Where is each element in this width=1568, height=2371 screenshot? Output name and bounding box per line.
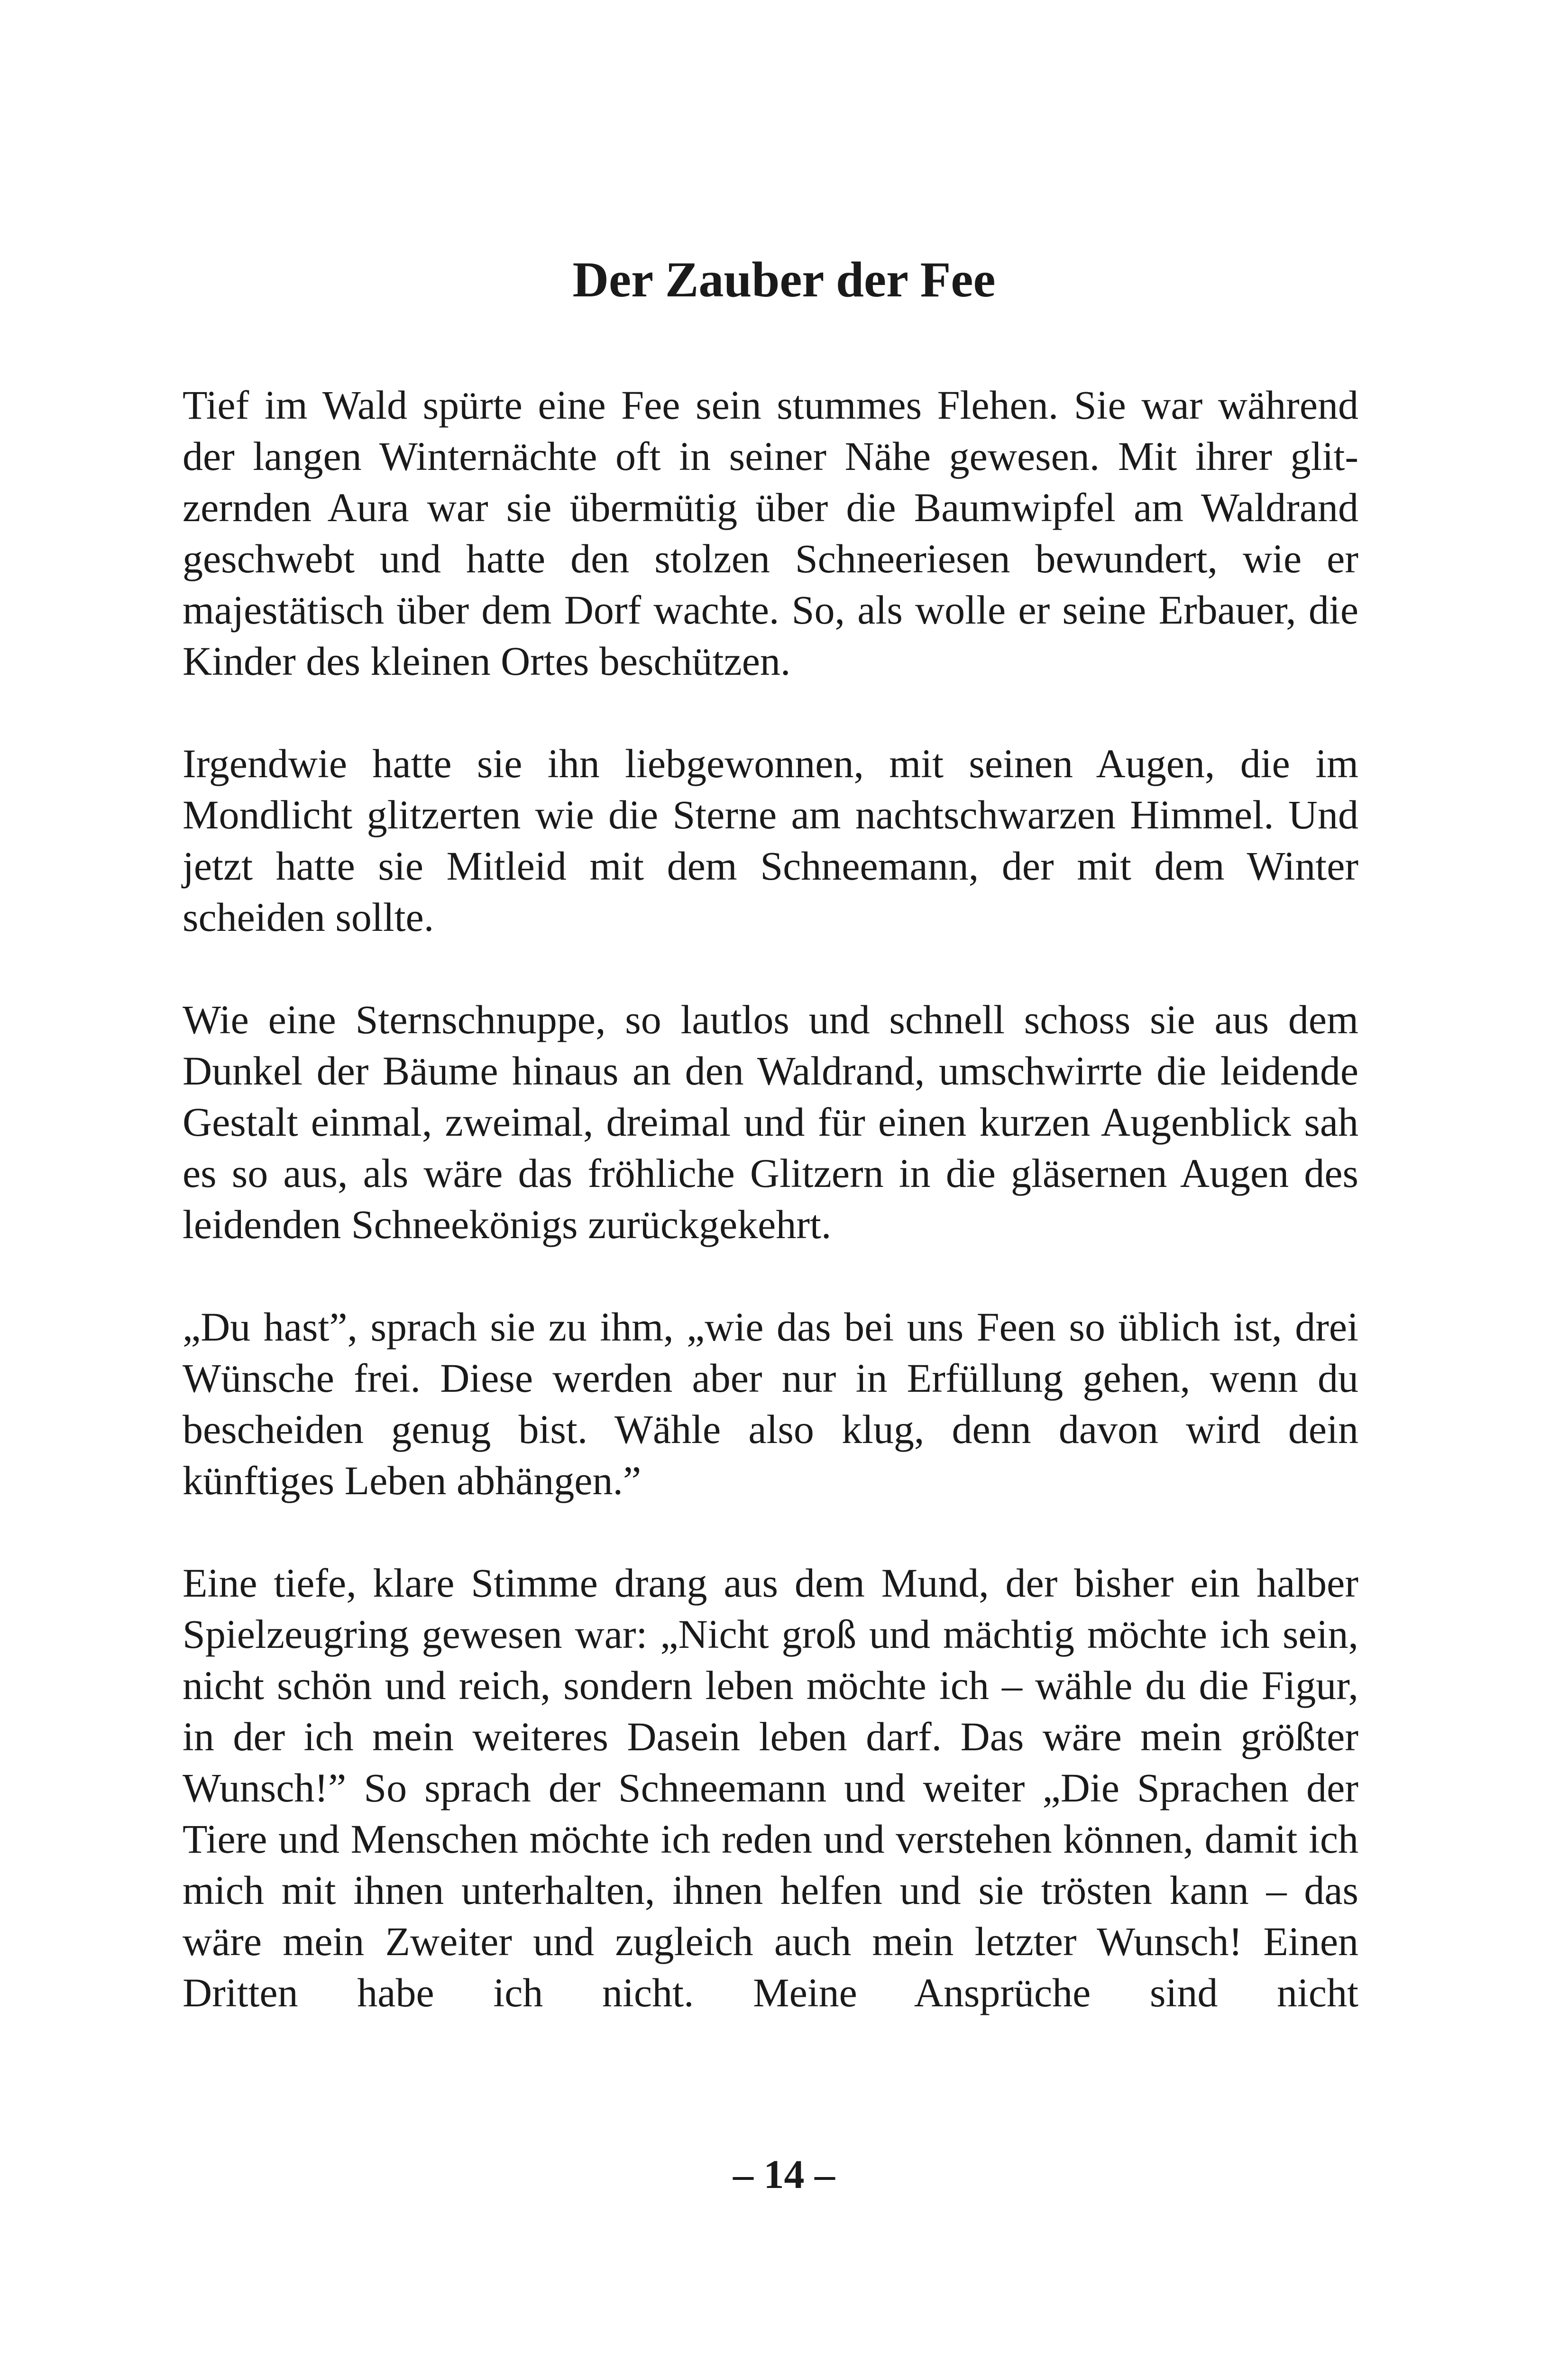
paragraph: „Du hast”, sprach sie zu ihm, „wie das bei uns Feen so üblich ist, drei Wünsche frei. Diese werden aber nur in Erfüllung gehen, wenn du bescheiden genug bist. Wähle also klug, denn davon wird dein künftiges Leben abhängen.” <box>183 1304 1358 1503</box>
paragraph: Irgendwie hatte sie ihn liebgewonnen, mit seinen Augen, die im Mondlicht glitzerten wie die Sterne am nachtschwarzen Himmel. Und jetzt hatte sie Mitleid mit dem Schneemann, der mit dem Winter scheiden sollte. <box>183 741 1358 940</box>
paragraph: Eine tiefe, klare Stimme drang aus dem Mund, der bisher ein halber Spielzeugring gewesen war: „Nicht groß und mächtig möchte ich sein, nicht schön und reich, sondern leben möchte ich – wähle du die Figur, in der ich mein weiteres Dasein leben darf. Das wäre mein größter Wunsch!” So sprach der Schneemann und weiter „Die Sprachen der Tiere und Menschen möchte ich reden und verstehen können, damit ich mich mit ihnen unterhalten, ihnen helfen und sie trösten kann – das wäre mein Zweiter und zugleich auch mein letzter Wunsch! Einen Dritten habe ich nicht. Meine Ansprüche sind nicht <box>183 1560 1358 2015</box>
paragraph: Wie eine Sternschnuppe, so lautlos und schnell schoss sie aus dem Dunkel der Bäume hinaus an den Waldrand, umschwirrte die leidende Gestalt einmal, zweimal, dreimal und für einen kurzen Augenblick sah es so aus, als wäre das fröhliche Glitzern in die gläsernen Augen des leidenden Schneekönigs zurückgekehrt. <box>183 997 1358 1247</box>
page-number: – 14 – <box>733 2151 835 2197</box>
chapter-title: Der Zauber der Fee <box>572 252 996 307</box>
chapter-body <box>183 379 1358 2018</box>
paragraph: Tief im Wald spürte eine Fee sein stummes Flehen. Sie war während der langen Winternächte oft in seiner Nähe gewesen. Mit ihrer glitzernden Aura war sie übermütig über die Baumwipfel am Waldrand geschwebt und hatte den stolzen Schneeriesen bewundert, wie er majestätisch über dem Dorf wachte. So, als wolle er seine Erbauer, die Kinder des kleinen Ortes beschützen. <box>183 382 1358 684</box>
